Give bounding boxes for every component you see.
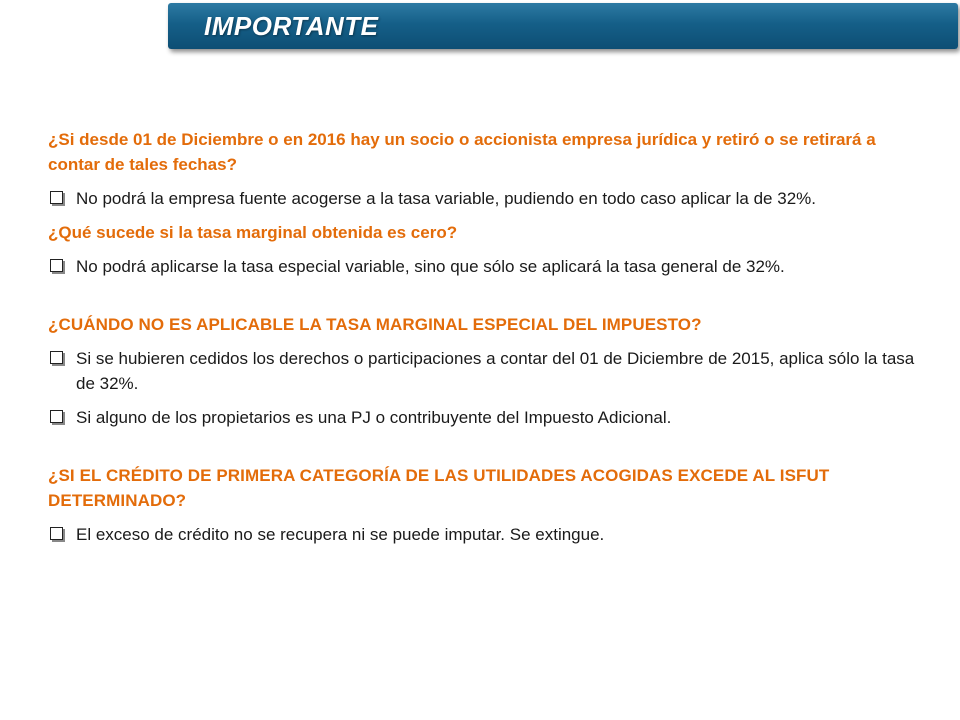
bullet-text: Si se hubieren cedidos los derechos o participaciones a contar del 01 de Diciembre de 2015, aplica sólo la tasa de 32%. (76, 349, 915, 393)
bullet-item (48, 186, 923, 211)
bullet-item (48, 346, 923, 396)
question-4: ¿SI EL CRÉDITO DE PRIMERA CATEGORÍA DE LAS UTILIDADES ACOGIDAS EXCEDE AL ISFUT DETERMINADO? (48, 466, 830, 510)
bullet-item (48, 405, 923, 430)
question-3: ¿CUÁNDO NO ES APLICABLE LA TASA MARGINAL ESPECIAL DEL IMPUESTO? (48, 315, 702, 334)
bullet-text: Si alguno de los propietarios es una PJ o contribuyente del Impuesto Adicional. (76, 408, 672, 427)
checkbox-bullet-icon (50, 410, 63, 423)
question-1: ¿Si desde 01 de Diciembre o en 2016 hay un socio o accionista empresa jurídica y retiró o se retirará a contar de tales fechas? (48, 130, 876, 174)
checkbox-bullet-icon (50, 527, 63, 540)
title-banner (168, 3, 958, 49)
question-2: ¿Qué sucede si la tasa marginal obtenida es cero? (48, 223, 458, 242)
checkbox-bullet-icon (50, 191, 63, 204)
bullet-text: No podrá la empresa fuente acogerse a la tasa variable, pudiendo en todo caso aplicar la de 32%. (76, 189, 816, 208)
bullet-text: El exceso de crédito no se recupera ni se puede imputar. Se extingue. (76, 525, 605, 544)
bullet-text: No podrá aplicarse la tasa especial variable, sino que sólo se aplicará la tasa general de 32%. (76, 257, 785, 276)
bullet-item (48, 522, 923, 547)
checkbox-bullet-icon (50, 351, 63, 364)
checkbox-bullet-icon (50, 259, 63, 272)
bullet-item (48, 254, 923, 279)
spacer (48, 439, 923, 463)
content (48, 127, 923, 556)
page-title: IMPORTANTE (204, 11, 379, 41)
spacer (48, 288, 923, 312)
